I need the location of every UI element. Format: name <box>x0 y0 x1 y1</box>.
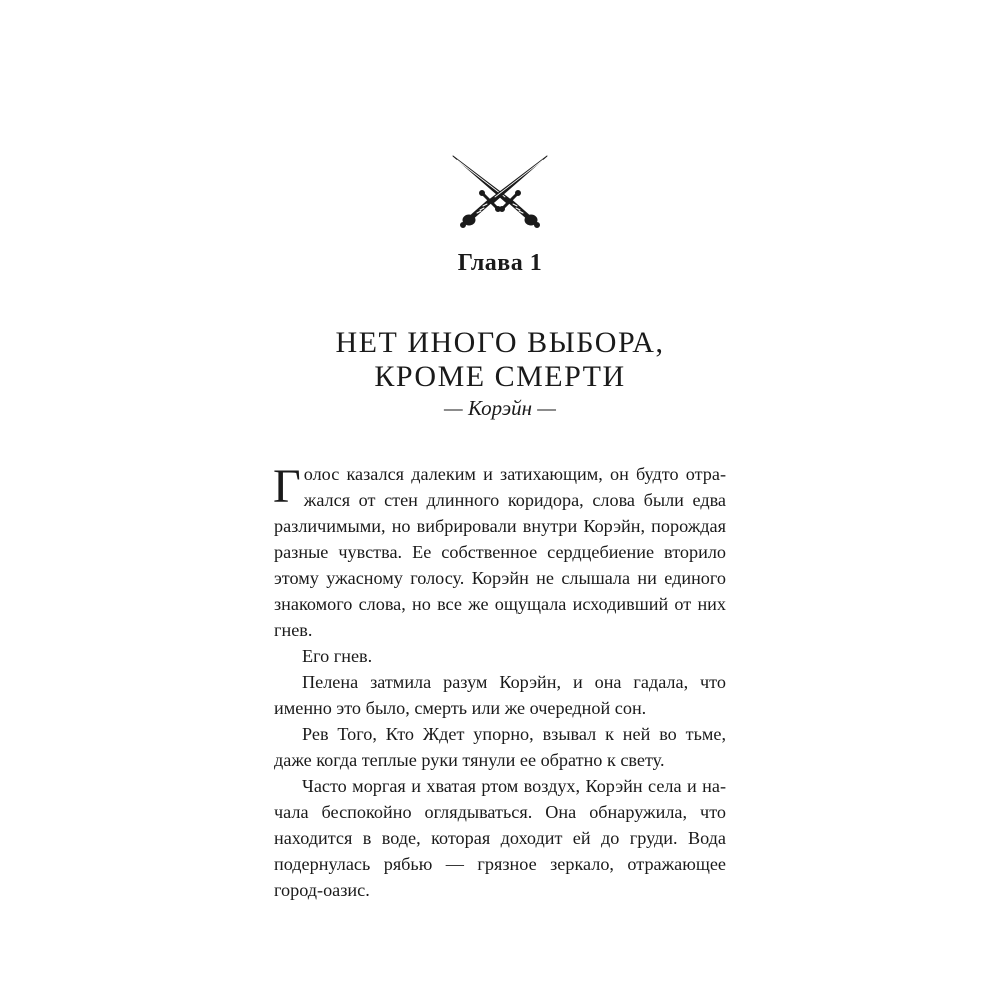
paragraph-3: Пелена затмила разум Корэйн, и она гадала, что именно это было, смерть или же очередной сон. <box>274 672 726 718</box>
paragraph-4: Рев Того, Кто Ждет упорно, взывал к ней во тьме, даже когда теплые руки тянули ее обратно к свету. <box>274 724 726 770</box>
chapter-title-line-1: НЕТ ИНОГО ВЫБОРА, <box>335 326 665 359</box>
paragraph-2: Его гнев. <box>302 646 373 666</box>
chapter-title-line-2: КРОМЕ СМЕРТИ <box>374 360 626 393</box>
chapter-pov-character: — Корэйн — <box>444 396 556 420</box>
paragraph-5: Часто моргая и хватая ртом воздух, Корэйн села и начала беспокойно оглядываться. Она обнаружила, что находится в воде, которая доходит ей до груди. Вода подернулась рябью — грязное зеркало, отражающее город-оазис. <box>274 776 726 900</box>
chapter-body <box>274 461 726 903</box>
paragraph-1-text: олос казался далеким и затихающим, он будто отражался от стен длинного коридора, слова были едва различимыми, но вибрировали внутри Корэйн, порождая разные чувства. Ее собственное сердцебиение вторило этому ужасному голосу. Корэйн не слышала ни единого знакомого слова, но все же ощущала исходивший от них гнев. <box>274 464 726 640</box>
crossed-daggers-icon <box>445 150 555 234</box>
paragraph-1 <box>274 461 726 643</box>
chapter-number: Глава 1 <box>457 250 543 276</box>
chapter-title <box>0 326 1000 394</box>
drop-cap: Г <box>273 460 301 513</box>
